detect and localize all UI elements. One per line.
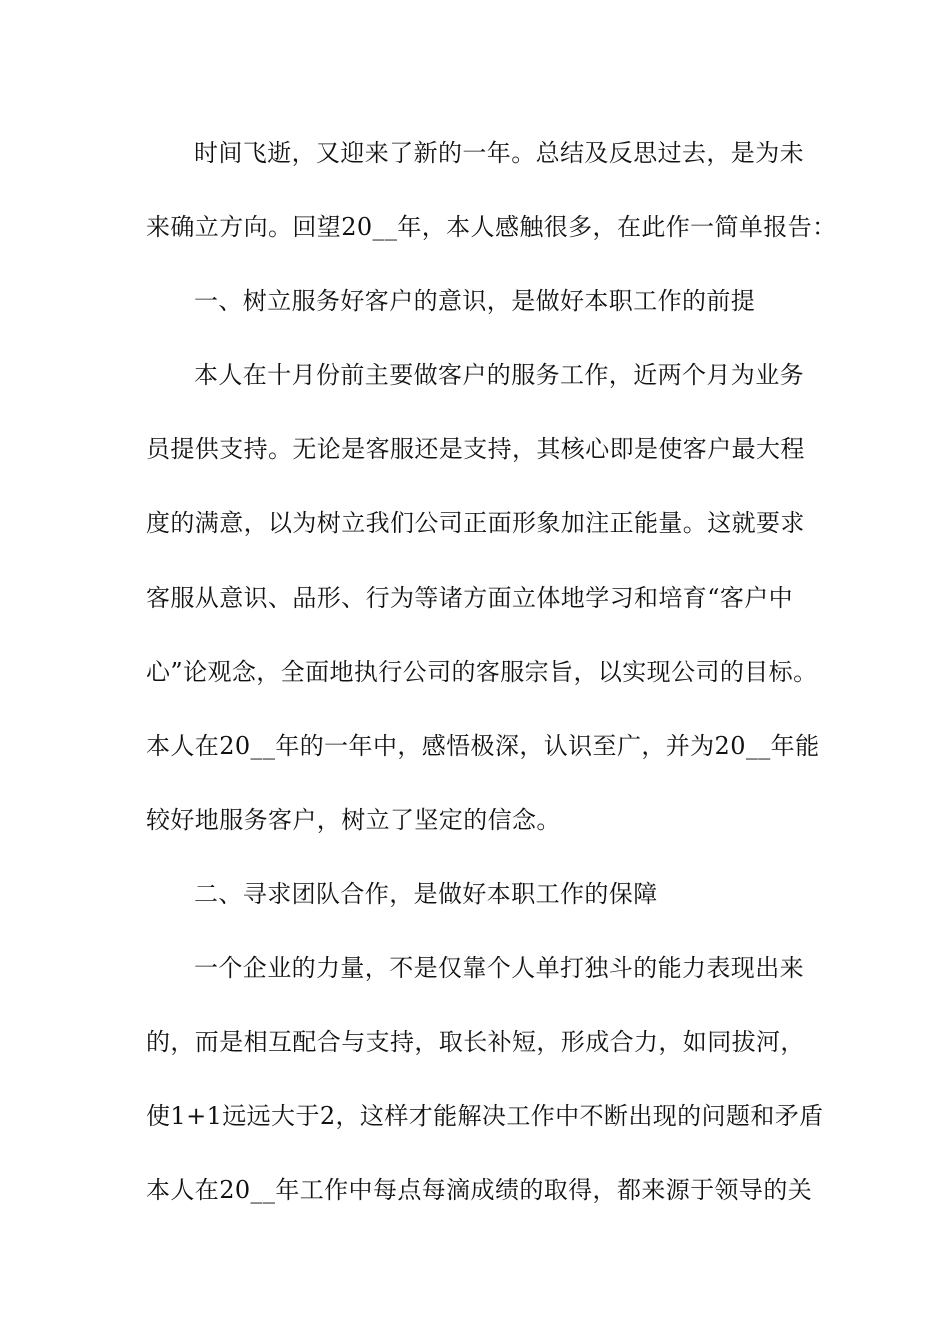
paragraph-line: 的，而是相互配合与支持，取长补短，形成合力，如同拔河， <box>146 1028 805 1056</box>
paragraph-line: 客服从意识、品形、行为等诸方面立体地学习和培育“客户中 <box>146 584 794 612</box>
paragraph-line: 一个企业的力量，不是仅靠个人单打独斗的能力表现出来 <box>194 954 804 982</box>
paragraph-line: 本人在十月份前主要做客户的服务工作，近两个月为业务 <box>194 361 804 389</box>
paragraph-line: 时间飞逝，又迎来了新的一年。总结及反思过去，是为未 <box>194 139 804 167</box>
section-heading: 二、寻求团队合作，是做好本职工作的保障 <box>194 880 658 908</box>
paragraph-line: 使1+1远远大于2，这样才能解决工作中不断出现的问题和矛盾 <box>146 1102 824 1130</box>
paragraph-line: 本人在20__年的一年中，感悟极深，认识至广，并为20__年能 <box>146 732 820 760</box>
paragraph-line: 来确立方向。回望20__年，本人感触很多，在此作一简单报告： <box>146 213 837 241</box>
paragraph-line: 本人在20__年工作中每点每滴成绩的取得，都来源于领导的关 <box>146 1176 813 1204</box>
paragraph-line: 度的满意，以为树立我们公司正面形象加注正能量。这就要求 <box>146 509 805 537</box>
paragraph-line: 心”论观念，全面地执行公司的客服宗旨，以实现公司的目标。 <box>146 658 818 686</box>
section-heading: 一、树立服务好客户的意识，是做好本职工作的前提 <box>194 287 756 315</box>
paragraph-line: 较好地服务客户，树立了坚定的信念。 <box>146 806 561 834</box>
paragraph-line: 员提供支持。无论是客服还是支持，其核心即是使客户最大程 <box>146 435 805 463</box>
